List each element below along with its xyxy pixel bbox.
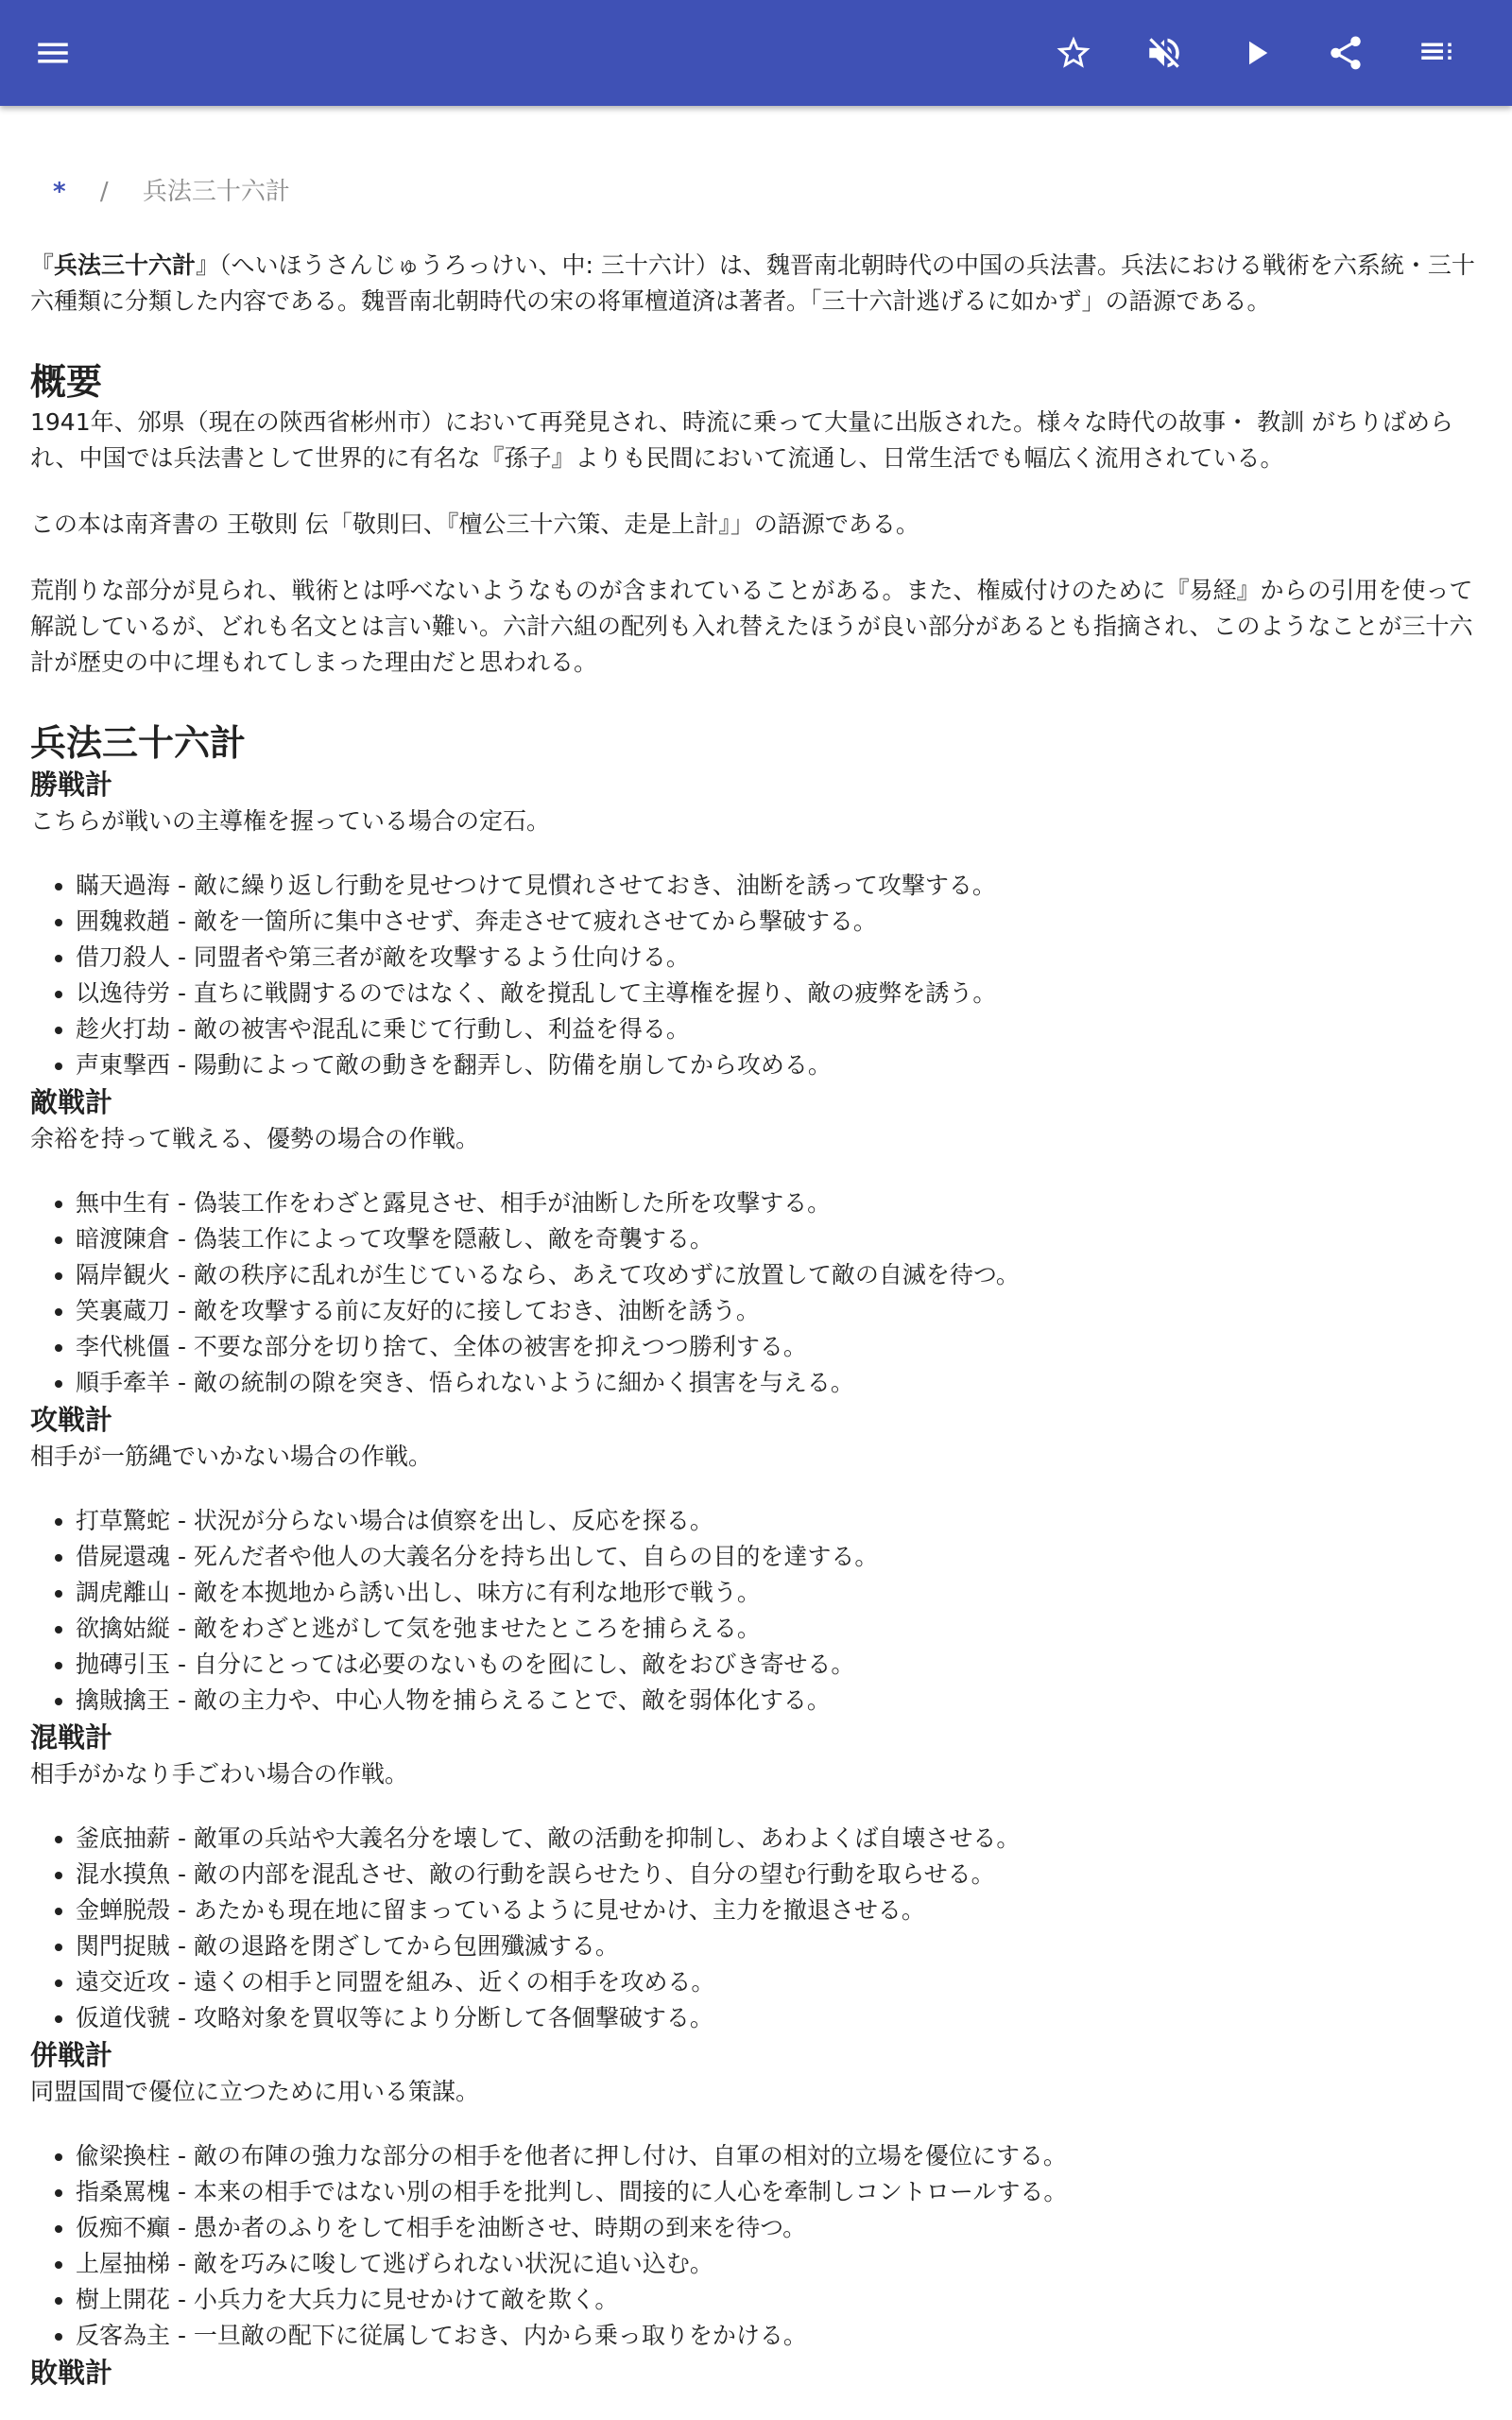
group-description: こちらが戦いの主導権を握っている場合の定石。 (30, 807, 551, 835)
intro-paragraph (30, 248, 1482, 320)
group-heading: 敗戦計 (30, 2357, 113, 2389)
list-item: • 趁火打劫 - 敵の被害や混乱に乗じて行動し、利益を得る。 (76, 1011, 1482, 1047)
strategy-list (30, 868, 1482, 1083)
favorite-button[interactable] (1041, 21, 1106, 85)
mute-button[interactable] (1132, 21, 1196, 85)
list-item: • 隔岸観火 - 敵の秩序に乱れが生じているなら、あえて攻めずに放置して敵の自滅を待つ。 (76, 1257, 1482, 1293)
group-description: 相手がかなり手ごわい場合の作戦。 (30, 1760, 409, 1788)
list-item: • 擒賊擒王 - 敵の主力や、中心人物を捕らえることで、敵を弱体化する。 (76, 1683, 1482, 1719)
intro-text: 』（へいほうさんじゅうろっけい、中: 三十六计）は、魏晋南北朝時代の中国の兵法書。兵法における戦術を六系統・三十六種類に分類した内容である。魏晋南北朝時代の宋の将軍檀道済は著者。「三十六計逃げるに如かず」の語源である。 (30, 251, 1475, 315)
group-heading: 敵戦計 (30, 1086, 113, 1118)
star-outline-icon (1054, 33, 1093, 73)
overview-paragraph: 1941年、邠県（現在の陝西省彬州市）において再発見され、時流に乗って大量に出版された。様々な時代の故事・ 教訓 がちりばめられ、中国では兵法書として世界的に有名な『孫子』よりも民間において流通し、日常生活でも幅広く流用されている。 (30, 408, 1454, 472)
group-heading: 攻戦計 (30, 1404, 113, 1436)
list-item: • 偸梁換柱 - 敵の布陣の強力な部分の相手を他者に押し付け、自軍の相対的立場を優位にする。 (76, 2138, 1482, 2174)
list-item: • 打草驚蛇 - 状況が分らない場合は偵察を出し、反応を探る。 (76, 1503, 1482, 1539)
list-item: • 仮痴不癲 - 愚か者のふりをして相手を油断させ、時期の到来を待つ。 (76, 2210, 1482, 2246)
overview-paragraph: 荒削りな部分が見られ、戦術とは呼べないようなものが含まれていることがある。また、権威付けのために『易経』からの引用を使って解説しているが、どれも名文とは言い難い。六計六組の配列も入れ替えたほうが良い部分があるとも指摘され、このようなことが三十六計が歴史の中に埋もれてしまった理由だと思われる。 (30, 577, 1473, 676)
list-item: • 混水摸魚 - 敵の内部を混乱させ、敵の行動を誤らせたり、自分の望む行動を取らせる。 (76, 1857, 1482, 1893)
menu-icon (33, 33, 73, 73)
list-item: • 指桑罵槐 - 本来の相手ではない別の相手を批判し、間接的に人心を牽制しコントロールする。 (76, 2174, 1482, 2210)
list-item: • 瞞天過海 - 敵に繰り返し行動を見せつけて見慣れさせておき、油断を誘って攻撃する。 (76, 868, 1482, 904)
overview-paragraph: この本は南斉書の 王敬則 伝「敬則曰、『檀公三十六策、走是上計』」の語源である。 (30, 510, 919, 538)
contents-button[interactable] (1404, 21, 1469, 85)
playlist-icon (1417, 33, 1456, 73)
strategy-list (30, 1185, 1482, 1401)
list-item: • 上屋抽梯 - 敵を巧みに唆して逃げられない状況に追い込む。 (76, 2246, 1482, 2282)
intro-quote-open: 『 (30, 251, 55, 279)
breadcrumb-separator: / (99, 178, 109, 206)
group-heading: 併戦計 (30, 2039, 113, 2071)
strategy-list (30, 1821, 1482, 2036)
list-item: • 声東撃西 - 陽動によって敵の動きを翻弄し、防備を崩してから攻める。 (76, 1047, 1482, 1083)
volume-off-icon (1144, 33, 1184, 73)
list-item: • 囲魏救趙 - 敵を一箇所に集中させず、奔走させて疲れさせてから撃破する。 (76, 904, 1482, 940)
list-item: • 借屍還魂 - 死んだ者や他人の大義名分を持ち出して、自らの目的を達する。 (76, 1539, 1482, 1575)
list-item: • 以逸待労 - 直ちに戦闘するのではなく、敵を撹乱して主導権を握り、敵の疲弊を誘う。 (76, 976, 1482, 1011)
list-item: • 順手牽羊 - 敵の統制の隙を突き、悟られないように細かく損害を与える。 (76, 1365, 1482, 1401)
breadcrumb (53, 172, 1482, 210)
list-item: • 李代桃僵 - 不要な部分を切り捨て、全体の被害を抑えつつ勝利する。 (76, 1329, 1482, 1365)
list-item: • 無中生有 - 偽装工作をわざと露見させ、相手が油断した所を攻撃する。 (76, 1185, 1482, 1221)
play-button[interactable] (1224, 21, 1288, 85)
breadcrumb-home-link[interactable]: * (53, 178, 66, 206)
section-heading-overview: 概要 (30, 361, 103, 403)
share-icon (1326, 33, 1366, 73)
intro-title: 兵法三十六計 (54, 251, 197, 279)
list-item: • 関門捉賊 - 敵の退路を閉ざしてから包囲殲滅する。 (76, 1928, 1482, 1964)
list-item: • 樹上開花 - 小兵力を大兵力に見せかけて敵を欺く。 (76, 2282, 1482, 2318)
list-item: • 笑裏蔵刀 - 敵を攻撃する前に友好的に接しておき、油断を誘う。 (76, 1293, 1482, 1329)
list-item: • 釜底抽薪 - 敵軍の兵站や大義名分を壊して、敵の活動を抑制し、あわよくば自壊させる。 (76, 1821, 1482, 1857)
strategy-list (30, 1503, 1482, 1719)
group-heading: 混戦計 (30, 1721, 113, 1754)
list-item: • 抛磚引玉 - 自分にとっては必要のないものを囮にし、敵をおびき寄せる。 (76, 1647, 1482, 1683)
list-item: • 借刀殺人 - 同盟者や第三者が敵を攻撃するよう仕向ける。 (76, 940, 1482, 976)
article (30, 161, 1482, 2392)
strategy-list (30, 2138, 1482, 2354)
list-item: • 反客為主 - 一旦敵の配下に従属しておき、内から乗っ取りをかける。 (76, 2318, 1482, 2354)
list-item: • 欲擒姑縦 - 敵をわざと逃がして気を弛ませたところを捕らえる。 (76, 1611, 1482, 1647)
section-heading-strategies: 兵法三十六計 (30, 722, 247, 764)
group-description: 相手が一筋縄でいかない場合の作戦。 (30, 1443, 433, 1470)
list-item: • 遠交近攻 - 遠くの相手と同盟を組み、近くの相手を攻める。 (76, 1964, 1482, 2000)
list-item: • 金蝉脱殻 - あたかも現在地に留まっているように見せかけ、主力を撤退させる。 (76, 1893, 1482, 1928)
list-item: • 調虎離山 - 敵を本拠地から誘い出し、味方に有利な地形で戦う。 (76, 1575, 1482, 1611)
group-description: 余裕を持って戦える、優勢の場合の作戦。 (30, 1125, 480, 1152)
share-button[interactable] (1314, 21, 1378, 85)
group-heading: 勝戦計 (30, 769, 113, 801)
app-bar (0, 0, 1512, 106)
play-icon (1236, 33, 1276, 73)
menu-button[interactable] (21, 21, 85, 85)
list-item: • 暗渡陳倉 - 偽装工作によって攻撃を隠蔽し、敵を奇襲する。 (76, 1221, 1482, 1257)
group-description: 同盟国間で優位に立つために用いる策謀。 (30, 2078, 480, 2105)
list-item: • 仮道伐虢 - 攻略対象を買収等により分断して各個撃破する。 (76, 2000, 1482, 2036)
breadcrumb-current: 兵法三十六計 (142, 178, 290, 206)
